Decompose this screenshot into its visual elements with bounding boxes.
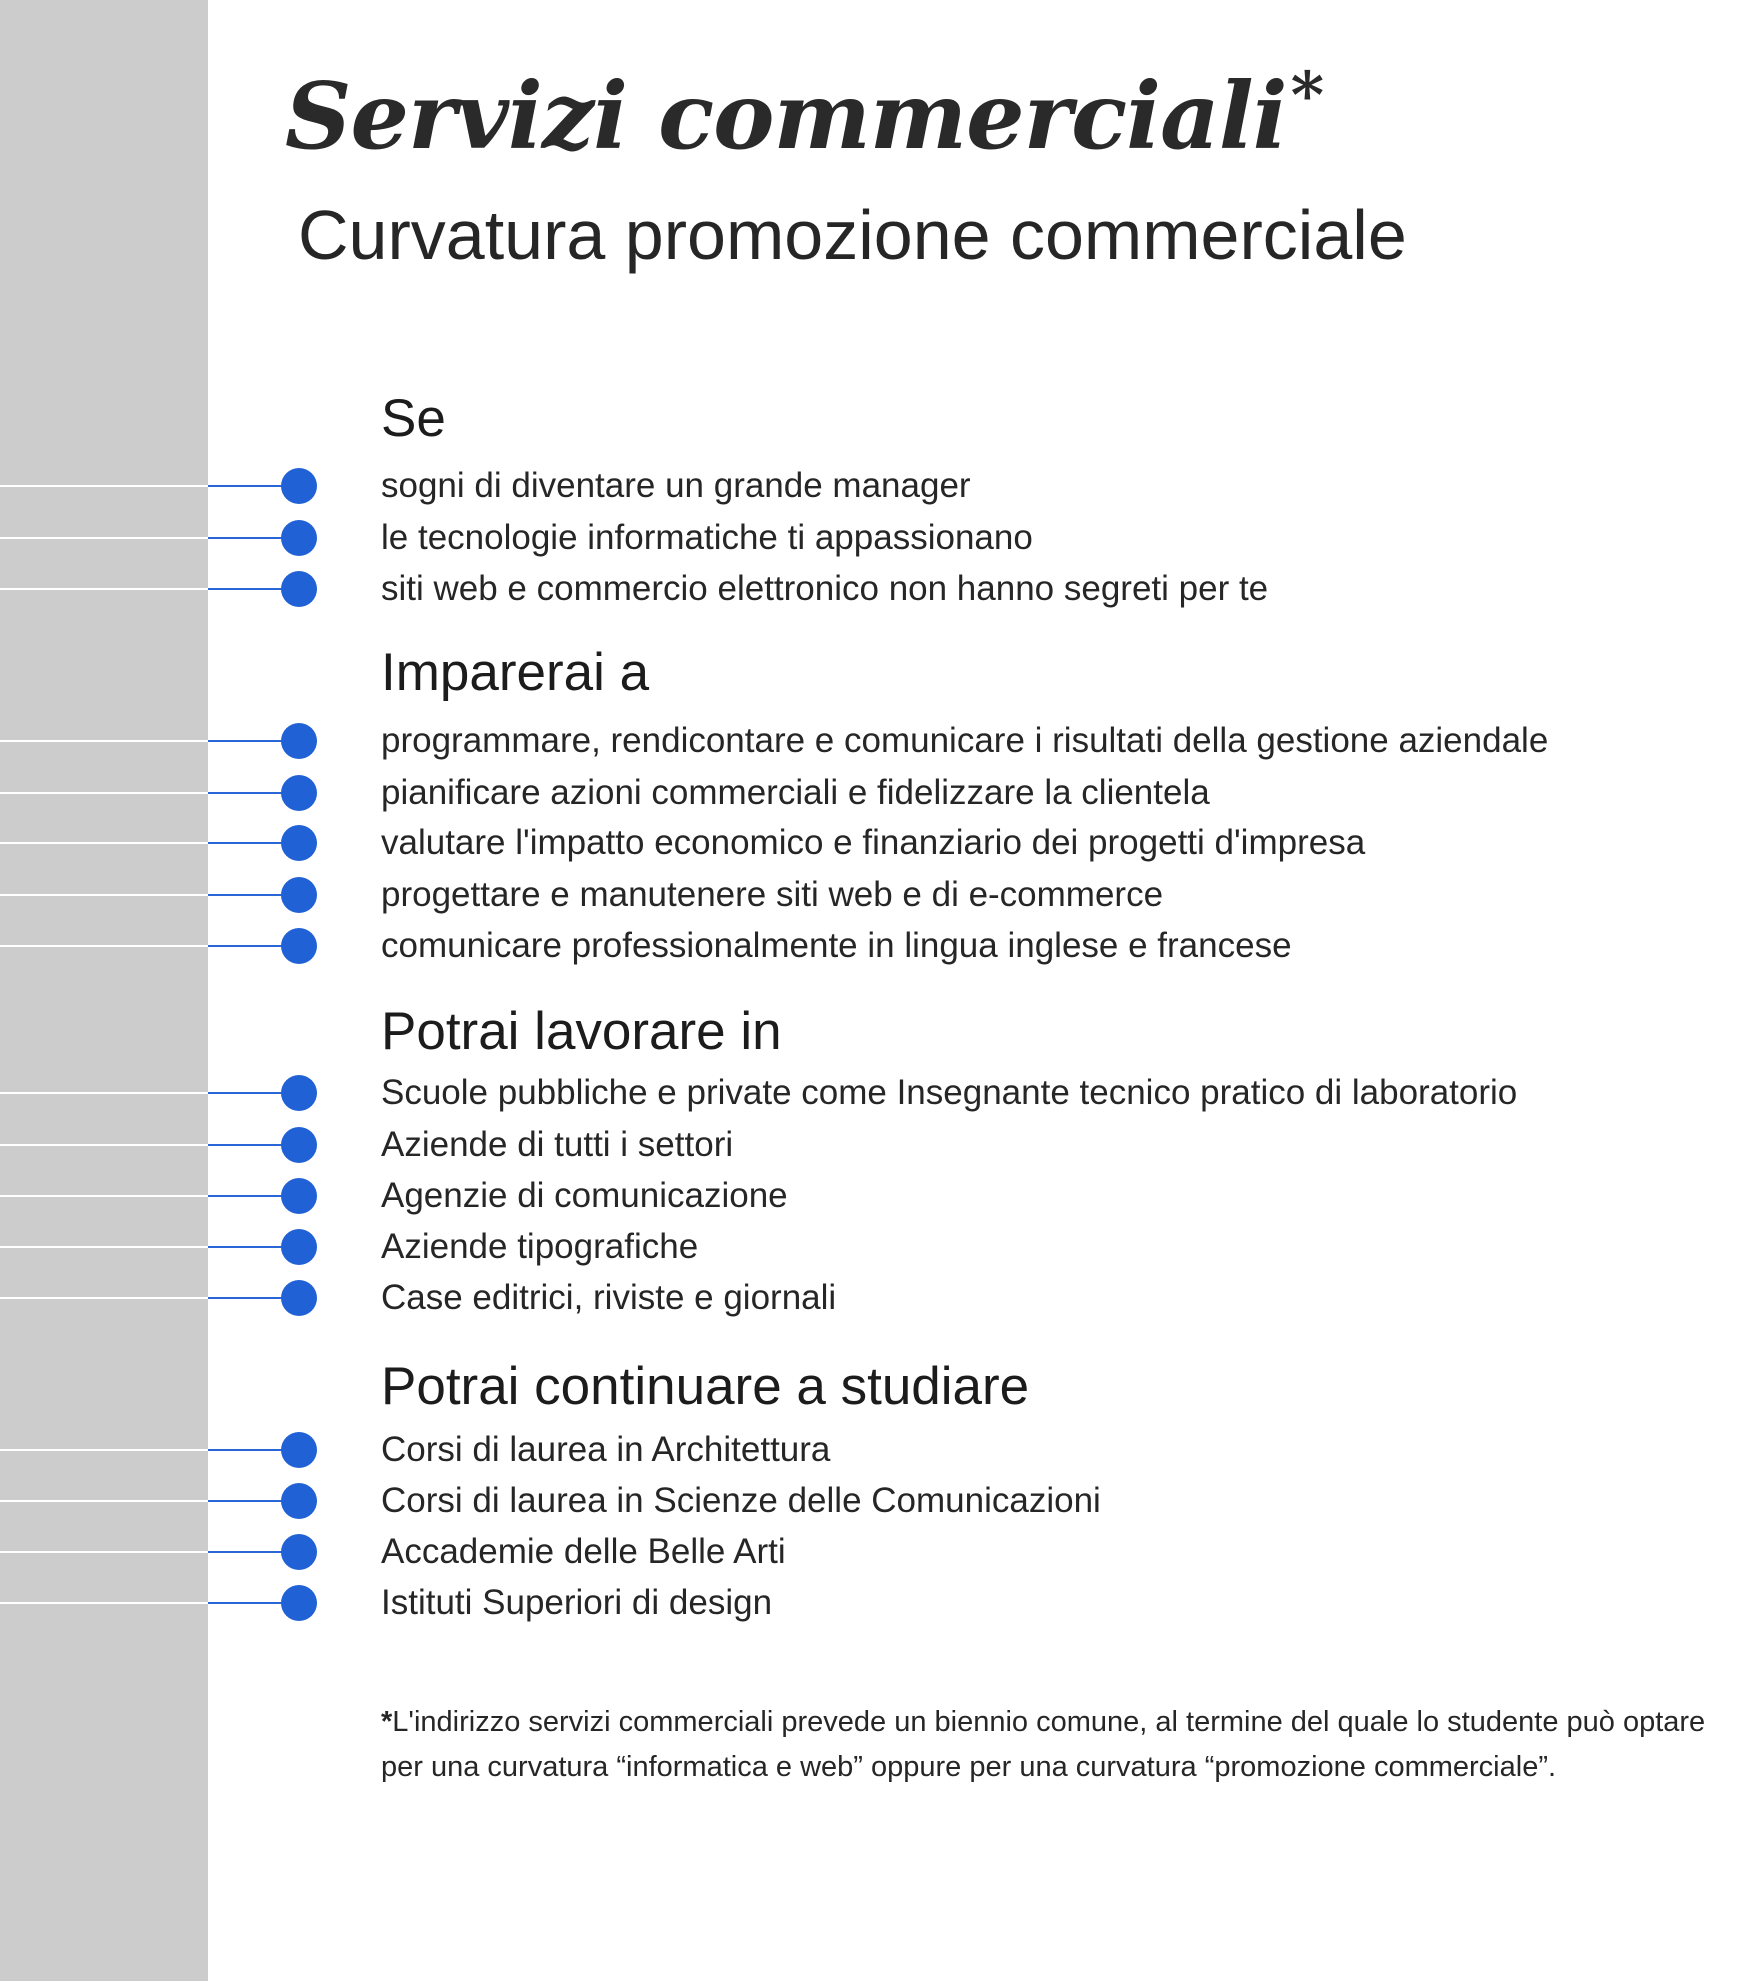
bullet-dot-icon: [281, 468, 317, 504]
page-subtitle: Curvatura promozione commerciale: [298, 196, 1407, 274]
page-title: [285, 58, 1324, 170]
bullet-dot-icon: [281, 775, 317, 811]
list-item-label: Corsi di laurea in Scienze delle Comunicazioni: [381, 1481, 1101, 1520]
list-item-label: progettare e manutenere siti web e di e-commerce: [381, 875, 1164, 914]
bullet-dot-icon: [281, 1229, 317, 1265]
list-item-label: programmare, rendicontare e comunicare i risultati della gestione aziendale: [381, 721, 1549, 760]
list-item-label: sogni di diventare un grande manager: [381, 466, 971, 505]
sidebar-divider: [0, 792, 208, 794]
list-item-label: comunicare professionalmente in lingua inglese e francese: [381, 926, 1292, 965]
sidebar-divider: [0, 1449, 208, 1451]
bullet-dot-icon: [281, 1432, 317, 1468]
sidebar-divider: [0, 1246, 208, 1248]
title-asterisk: *: [1290, 58, 1324, 133]
list-item-label: Aziende di tutti i settori: [381, 1125, 734, 1164]
title-text: Servizi commerciali: [285, 62, 1287, 170]
section-heading-studiare: Potrai continuare a studiare: [381, 1357, 1030, 1416]
bullet-dot-icon: [281, 928, 317, 964]
sidebar-divider: [0, 945, 208, 947]
sidebar-divider: [0, 485, 208, 487]
list-item-label: Corsi di laurea in Architettura: [381, 1430, 831, 1469]
bullet-dot-icon: [281, 1585, 317, 1621]
bullet-dot-icon: [281, 1178, 317, 1214]
section-heading-se: Se: [381, 389, 446, 448]
list-item-label: le tecnologie informatiche ti appassionano: [381, 518, 1033, 557]
bullet-dot-icon: [281, 1127, 317, 1163]
list-item-label: Accademie delle Belle Arti: [381, 1532, 786, 1571]
sidebar-divider: [0, 894, 208, 896]
sidebar-divider: [0, 1602, 208, 1604]
left-sidebar: [0, 0, 208, 1981]
bullet-dot-icon: [281, 723, 317, 759]
sidebar-divider: [0, 1500, 208, 1502]
section-heading-imparerai: Imparerai a: [381, 643, 650, 702]
footnote-asterisk: *: [381, 1706, 393, 1738]
bullet-dot-icon: [281, 520, 317, 556]
bullet-dot-icon: [281, 825, 317, 861]
sidebar-divider: [0, 1297, 208, 1299]
sidebar-divider: [0, 537, 208, 539]
bullet-dot-icon: [281, 571, 317, 607]
sidebar-divider: [0, 1195, 208, 1197]
list-item-label: Istituti Superiori di design: [381, 1583, 773, 1622]
bullet-dot-icon: [281, 1075, 317, 1111]
list-item-label: siti web e commercio elettronico non hanno segreti per te: [381, 569, 1269, 608]
bullet-dot-icon: [281, 1280, 317, 1316]
list-item-label: Case editrici, riviste e giornali: [381, 1278, 837, 1317]
list-item-label: Agenzie di comunicazione: [381, 1176, 788, 1215]
footnote: [381, 1700, 1711, 1790]
sidebar-divider: [0, 1144, 208, 1146]
sidebar-divider: [0, 740, 208, 742]
footnote-text: L'indirizzo servizi commerciali prevede un biennio comune, al termine del quale lo studente può optare per una curvatura “informatica e web” oppure per una curvatura “promozione commerciale”.: [381, 1706, 1706, 1783]
section-heading-lavorare: Potrai lavorare in: [381, 1002, 782, 1061]
sidebar-divider: [0, 1092, 208, 1094]
list-item-label: valutare l'impatto economico e finanziario dei progetti d'impresa: [381, 823, 1366, 862]
sidebar-divider: [0, 588, 208, 590]
sidebar-divider: [0, 1551, 208, 1553]
bullet-dot-icon: [281, 877, 317, 913]
list-item-label: Aziende tipografiche: [381, 1227, 699, 1266]
list-item-label: Scuole pubbliche e private come Insegnante tecnico pratico di laboratorio: [381, 1073, 1518, 1112]
sidebar-divider: [0, 842, 208, 844]
bullet-dot-icon: [281, 1534, 317, 1570]
bullet-dot-icon: [281, 1483, 317, 1519]
list-item-label: pianificare azioni commerciali e fidelizzare la clientela: [381, 773, 1210, 812]
